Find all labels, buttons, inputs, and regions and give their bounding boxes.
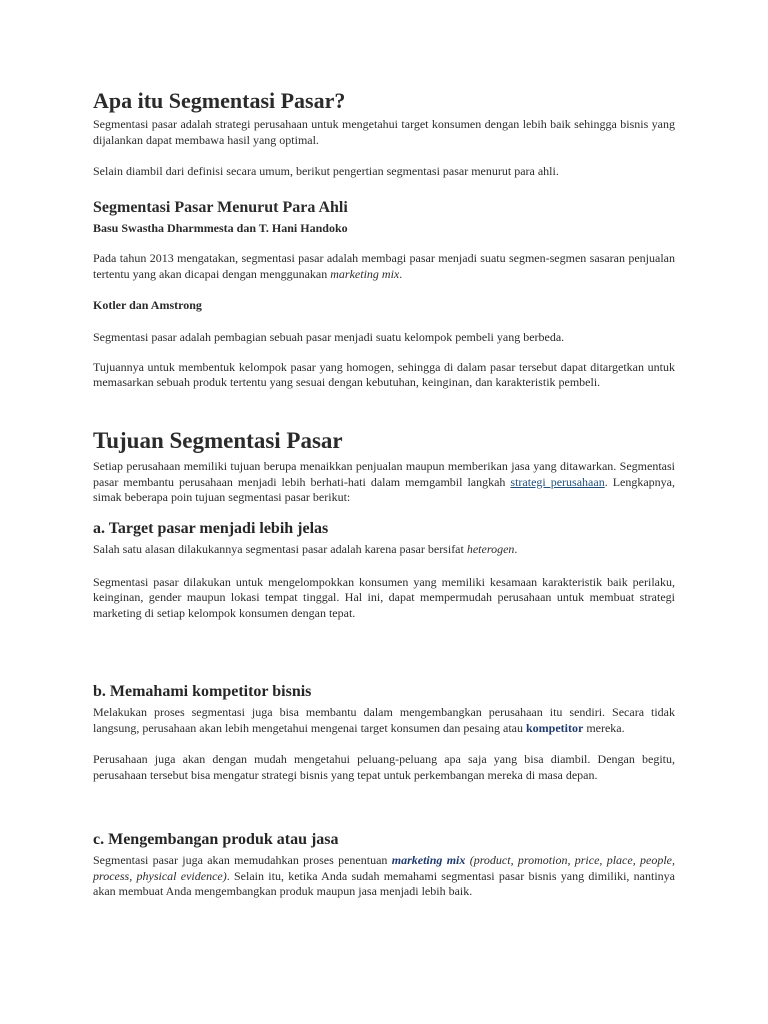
section-point-c (93, 830, 675, 900)
section-experts (93, 198, 675, 391)
expert2-name: Kotler dan Amstrong (93, 298, 202, 313)
paragraph-expert-intro: Selain diambil dari definisi secara umum, berikut pengertian segmentasi pasar menurut para ahli. (93, 164, 559, 179)
point-c-emphasis: (product, promotion, price, place, people, process, physical evidence) (93, 853, 675, 883)
section-goals (93, 428, 675, 506)
point-a-text: Salah satu alasan dilakukannya segmentasi pasar adalah karena pasar bersifat (93, 542, 467, 556)
expert1-emphasis: marketing mix (330, 266, 400, 281)
point-a-emphasis: heterogen (466, 542, 515, 556)
goals-intro-text-end: . Lengkapnya, simak beberapa poin tujuan segmentasi pasar berikut: (93, 474, 675, 505)
expert1-text: Pada tahun 2013 mengatakan, segmentasi pasar adalah membagi pasar menjadi suatu segmen-segmen sasaran penjualan tertentu yang akan dicapai dengan menggunakan (93, 251, 675, 281)
heading-point-a: a. Target pasar menjadi lebih jelas (93, 520, 329, 537)
expert2-paragraph1: Segmentasi pasar adalah pembagian sebuah pasar menjadi suatu kelompok pembeli yang berbeda. (93, 330, 565, 345)
section-point-a (93, 519, 675, 621)
section-what-is (93, 88, 675, 180)
point-a-paragraph1 (93, 542, 675, 558)
link-kompetitor[interactable]: kompetitor (525, 720, 584, 735)
goals-intro-text: Setiap perusahaan memiliki tujuan berupa menaikkan penjualan maupun memberikan jasa yang ditawarkan. Segmentasi pasar membantu perusahaan menjadi lebih berhati-hati dalam memgambil langkah (93, 459, 675, 489)
expert1-paragraph (93, 251, 675, 282)
heading-experts: Segmentasi Pasar Menurut Para Ahli (93, 199, 348, 216)
paragraph-goals-intro (93, 459, 675, 506)
point-c-text: Segmentasi pasar juga akan memudahkan proses penentuan (93, 853, 392, 867)
heading-what-is-segmentation: Apa itu Segmentasi Pasar? (93, 88, 346, 113)
point-b-paragraph2: Perusahaan juga akan dengan mudah mengetahui peluang-peluang apa saja yang bisa diambil. Dengan begitu, perusahaan tersebut bisa mengatur strategi bisnis yang tepat untuk perkembangan mereka di masa depan. (93, 752, 675, 782)
expert1-text-end: . (399, 266, 403, 281)
point-b-paragraph1 (93, 705, 675, 736)
link-marketing-mix[interactable]: marketing mix (391, 853, 466, 867)
heading-point-c: c. Mengembangan produk atau jasa (93, 831, 339, 848)
point-c-text-end: . Selain itu, ketika Anda sudah memahami segmentasi pasar bisnis yang dimiliki, nantinya akan membuat Anda mengembangkan produk maupun jasa menjadi lebih baik. (93, 868, 676, 899)
heading-point-b: b. Memahami kompetitor bisnis (93, 683, 312, 700)
heading-goals: Tujuan Segmentasi Pasar (93, 428, 343, 453)
point-b-text: Melakukan proses segmentasi juga bisa membantu dalam mengembangkan perusahaan itu sendiri. Secara tidak langsung, perusahaan akan lebih mengetahui mengenai target konsumen dan pesaing atau (93, 705, 675, 735)
point-a-paragraph2: Segmentasi pasar dilakukan untuk mengelompokkan konsumen yang memiliki kesamaan karakteristik baik perilaku, keinginan, gender maupun lokasi tempat tinggal. Hal ini, dapat mempermudah perusahaan untuk membuat strategi marketing di setiap kelompok konsumen dengan tepat. (93, 574, 675, 620)
paragraph-definition: Segmentasi pasar adalah strategi perusahaan untuk mengetahui target konsumen dengan lebih baik sehingga bisnis yang dijalankan dapat membawa hasil yang optimal. (93, 117, 675, 147)
point-c-paragraph1 (93, 853, 675, 900)
expert2-paragraph2: Tujuannya untuk membentuk kelompok pasar yang homogen, sehingga di dalam pasar tersebut dapat ditargetkan untuk memasarkan sebuah produk tertentu yang sesuai dengan kebutuhan, keinginan, dan karakteristik pembeli. (93, 359, 675, 390)
point-a-text-end: . (514, 542, 518, 556)
link-strategi-perusahaan[interactable]: strategi perusahaan (510, 474, 605, 489)
point-b-text-end: mereka. (583, 720, 625, 735)
expert1-name: Basu Swastha Dharmmesta dan T. Hani Handoko (93, 221, 348, 235)
section-point-b (93, 682, 675, 783)
